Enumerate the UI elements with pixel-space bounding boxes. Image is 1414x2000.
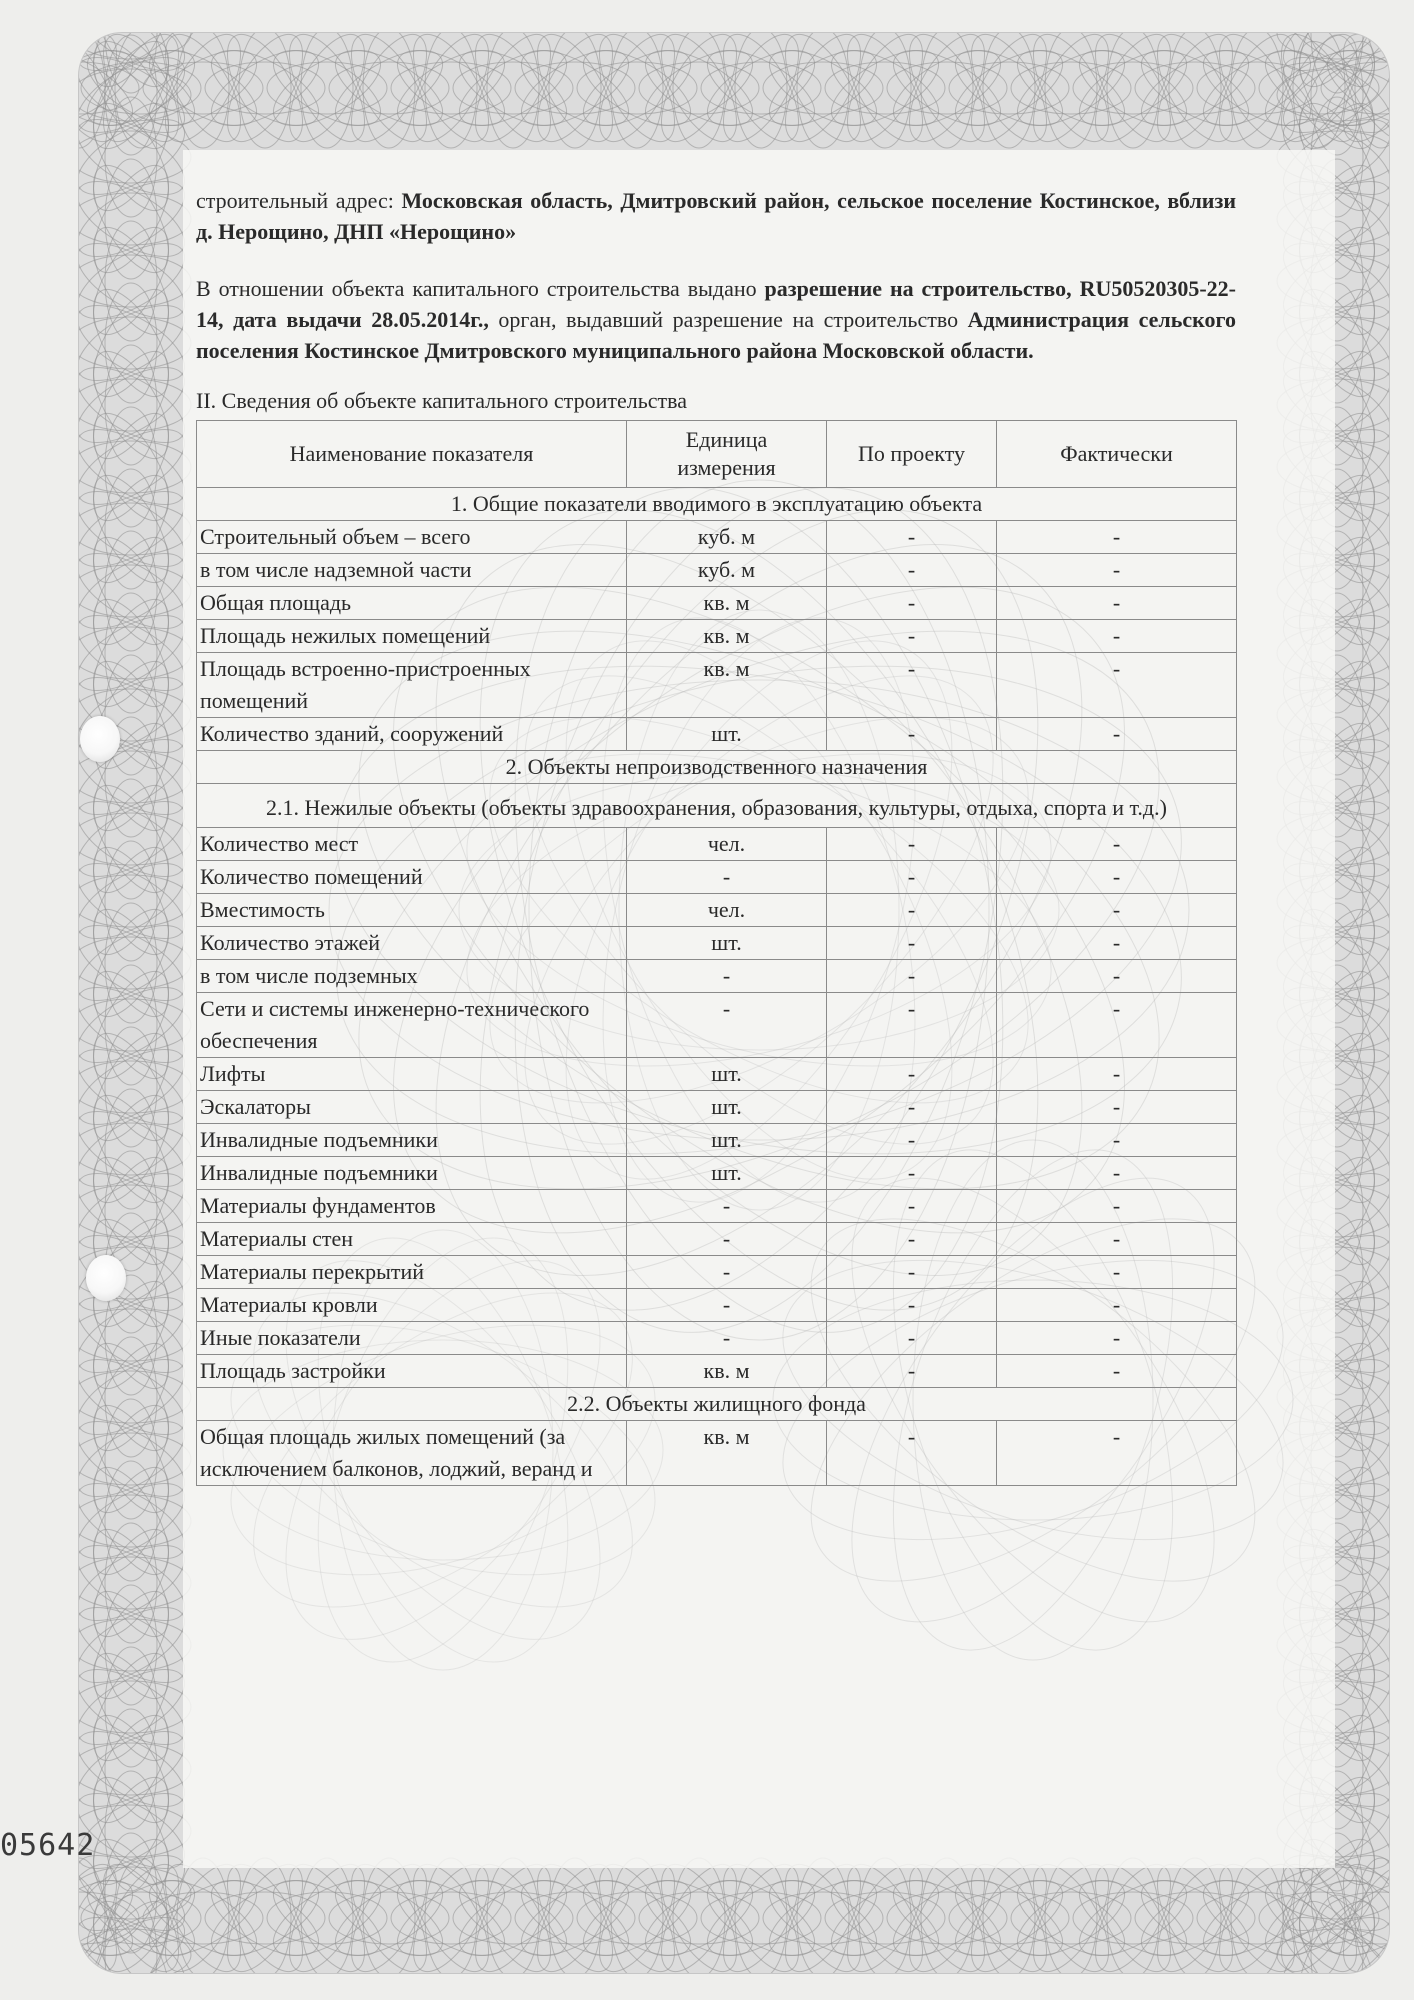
cell-unit: - (627, 1190, 827, 1223)
permit-prefix: В отношении объекта капитального строительства выдано (196, 276, 765, 301)
cell-by-project: - (827, 1223, 997, 1256)
cell-unit: шт. (627, 927, 827, 960)
cell-actual: - (997, 861, 1237, 894)
cell-unit: шт. (627, 1058, 827, 1091)
cell-indicator-name: Количество зданий, сооружений (197, 718, 627, 751)
section-heading: 2.1. Нежилые объекты (объекты здравоохранения, образования, культуры, отдыха, спорта и т.д.) (197, 784, 1237, 828)
cell-indicator-name: Общая площадь (197, 587, 627, 620)
cell-indicator-name: Эскалаторы (197, 1091, 627, 1124)
punch-hole-lower (86, 1255, 126, 1301)
address-paragraph (196, 185, 1236, 247)
cell-actual: - (997, 1190, 1237, 1223)
cell-unit: кв. м (627, 1421, 827, 1486)
cell-indicator-name: Материалы стен (197, 1223, 627, 1256)
header-unit: Единица измерения (627, 421, 827, 488)
table-row (197, 653, 1237, 718)
section-row (197, 1388, 1237, 1421)
cell-unit: - (627, 861, 827, 894)
cell-unit: - (627, 1322, 827, 1355)
table-row (197, 1190, 1237, 1223)
cell-unit: кв. м (627, 620, 827, 653)
cell-actual: - (997, 1223, 1237, 1256)
cell-unit: - (627, 1256, 827, 1289)
cell-unit: шт. (627, 1124, 827, 1157)
cell-by-project: - (827, 620, 997, 653)
cell-indicator-name: в том числе надземной части (197, 554, 627, 587)
cell-by-project: - (827, 894, 997, 927)
cell-unit: - (627, 960, 827, 993)
cell-indicator-name: Инвалидные подъемники (197, 1124, 627, 1157)
table-row (197, 1223, 1237, 1256)
cell-unit: кв. м (627, 653, 827, 718)
cell-by-project: - (827, 554, 997, 587)
table-row (197, 1355, 1237, 1388)
cell-actual: - (997, 1091, 1237, 1124)
cell-indicator-name: Площадь нежилых помещений (197, 620, 627, 653)
cell-actual: - (997, 927, 1237, 960)
cell-actual: - (997, 960, 1237, 993)
cell-unit: - (627, 1289, 827, 1322)
cell-by-project: - (827, 1256, 997, 1289)
cell-by-project: - (827, 1091, 997, 1124)
header-indicator-name: Наименование показателя (197, 421, 627, 488)
table-row (197, 1157, 1237, 1190)
cell-by-project: - (827, 1157, 997, 1190)
cell-by-project: - (827, 993, 997, 1058)
cell-unit: куб. м (627, 521, 827, 554)
cell-actual: - (997, 993, 1237, 1058)
cell-unit: шт. (627, 1157, 827, 1190)
object-info-table (196, 420, 1237, 1486)
table-row (197, 1322, 1237, 1355)
cell-indicator-name: Сети и системы инженерно-технического обеспечения (197, 993, 627, 1058)
cell-by-project: - (827, 960, 997, 993)
cell-actual: - (997, 1355, 1237, 1388)
section-heading: 2.2. Объекты жилищного фонда (197, 1388, 1237, 1421)
cell-indicator-name: Количество этажей (197, 927, 627, 960)
cell-indicator-name: Общая площадь жилых помещений (за исключением балконов, лоджий, веранд и (197, 1421, 627, 1486)
address-prefix: строительный адрес: (196, 188, 402, 213)
cell-indicator-name: Вместимость (197, 894, 627, 927)
cell-actual: - (997, 620, 1237, 653)
cell-by-project: - (827, 1289, 997, 1322)
section-heading: 1. Общие показатели вводимого в эксплуатацию объекта (197, 488, 1237, 521)
section-title: II. Сведения об объекте капитального строительства (196, 388, 687, 413)
table-row (197, 1421, 1237, 1486)
cell-unit: куб. м (627, 554, 827, 587)
punch-hole-upper (80, 716, 120, 762)
cell-unit: шт. (627, 1091, 827, 1124)
serial-number: 05642 (0, 1828, 96, 1863)
table-body (197, 488, 1237, 1486)
cell-indicator-name: Иные показатели (197, 1322, 627, 1355)
section-heading: 2. Объекты непроизводственного назначения (197, 751, 1237, 784)
cell-actual: - (997, 718, 1237, 751)
table-row (197, 521, 1237, 554)
cell-indicator-name: Площадь застройки (197, 1355, 627, 1388)
cell-actual: - (997, 587, 1237, 620)
table-row (197, 1256, 1237, 1289)
cell-actual: - (997, 1421, 1237, 1486)
cell-indicator-name: Материалы перекрытий (197, 1256, 627, 1289)
document-content (196, 185, 1236, 1486)
cell-actual: - (997, 1058, 1237, 1091)
table-header-row (197, 421, 1237, 488)
header-actual: Фактически (997, 421, 1237, 488)
permit-number: разрешение на строительство, RU50520305-22-14, дата выдачи 28.05.2014г., (196, 276, 1237, 332)
cell-indicator-name: Количество мест (197, 828, 627, 861)
table-row (197, 587, 1237, 620)
cell-by-project: - (827, 1124, 997, 1157)
table-row (197, 718, 1237, 751)
cell-unit: кв. м (627, 1355, 827, 1388)
cell-actual: - (997, 1256, 1237, 1289)
cell-actual: - (997, 1157, 1237, 1190)
table-row (197, 894, 1237, 927)
cell-indicator-name: Инвалидные подъемники (197, 1157, 627, 1190)
cell-indicator-name: Площадь встроенно-пристроенных помещений (197, 653, 627, 718)
cell-by-project: - (827, 521, 997, 554)
table-row (197, 927, 1237, 960)
cell-actual: - (997, 521, 1237, 554)
table-row (197, 993, 1237, 1058)
permit-middle: орган, выдавший разрешение на строительство (488, 307, 968, 332)
cell-by-project: - (827, 718, 997, 751)
cell-actual: - (997, 554, 1237, 587)
table-row (197, 554, 1237, 587)
cell-unit: - (627, 993, 827, 1058)
permit-authority: Администрация сельского поселения Костинское Дмитровского муниципального района Московской области. (196, 307, 1236, 363)
cell-actual: - (997, 828, 1237, 861)
table-row (197, 861, 1237, 894)
cell-indicator-name: Материалы фундаментов (197, 1190, 627, 1223)
section-row (197, 751, 1237, 784)
table-row (197, 828, 1237, 861)
cell-unit: чел. (627, 894, 827, 927)
cell-actual: - (997, 653, 1237, 718)
cell-by-project: - (827, 1421, 997, 1486)
cell-unit: чел. (627, 828, 827, 861)
table-row (197, 1091, 1237, 1124)
table-row (197, 1289, 1237, 1322)
cell-actual: - (997, 1322, 1237, 1355)
cell-by-project: - (827, 861, 997, 894)
cell-by-project: - (827, 828, 997, 861)
cell-unit: - (627, 1223, 827, 1256)
table-row (197, 1124, 1237, 1157)
cell-by-project: - (827, 587, 997, 620)
cell-actual: - (997, 1124, 1237, 1157)
cell-indicator-name: Строительный объем – всего (197, 521, 627, 554)
section-row (197, 488, 1237, 521)
cell-indicator-name: в том числе подземных (197, 960, 627, 993)
section-row (197, 784, 1237, 828)
cell-actual: - (997, 1289, 1237, 1322)
cell-indicator-name: Материалы кровли (197, 1289, 627, 1322)
table-row (197, 960, 1237, 993)
cell-by-project: - (827, 927, 997, 960)
cell-by-project: - (827, 1355, 997, 1388)
table-row (197, 1058, 1237, 1091)
permit-paragraph (196, 273, 1236, 366)
cell-by-project: - (827, 653, 997, 718)
cell-by-project: - (827, 1058, 997, 1091)
cell-by-project: - (827, 1322, 997, 1355)
cell-indicator-name: Лифты (197, 1058, 627, 1091)
address-value: Московская область, Дмитровский район, сельское поселение Костинское, вблизи д. Нерощино, ДНП «Нерощино» (196, 188, 1236, 244)
cell-by-project: - (827, 1190, 997, 1223)
cell-unit: кв. м (627, 587, 827, 620)
header-by-project: По проекту (827, 421, 997, 488)
cell-unit: шт. (627, 718, 827, 751)
cell-actual: - (997, 894, 1237, 927)
cell-indicator-name: Количество помещений (197, 861, 627, 894)
table-row (197, 620, 1237, 653)
